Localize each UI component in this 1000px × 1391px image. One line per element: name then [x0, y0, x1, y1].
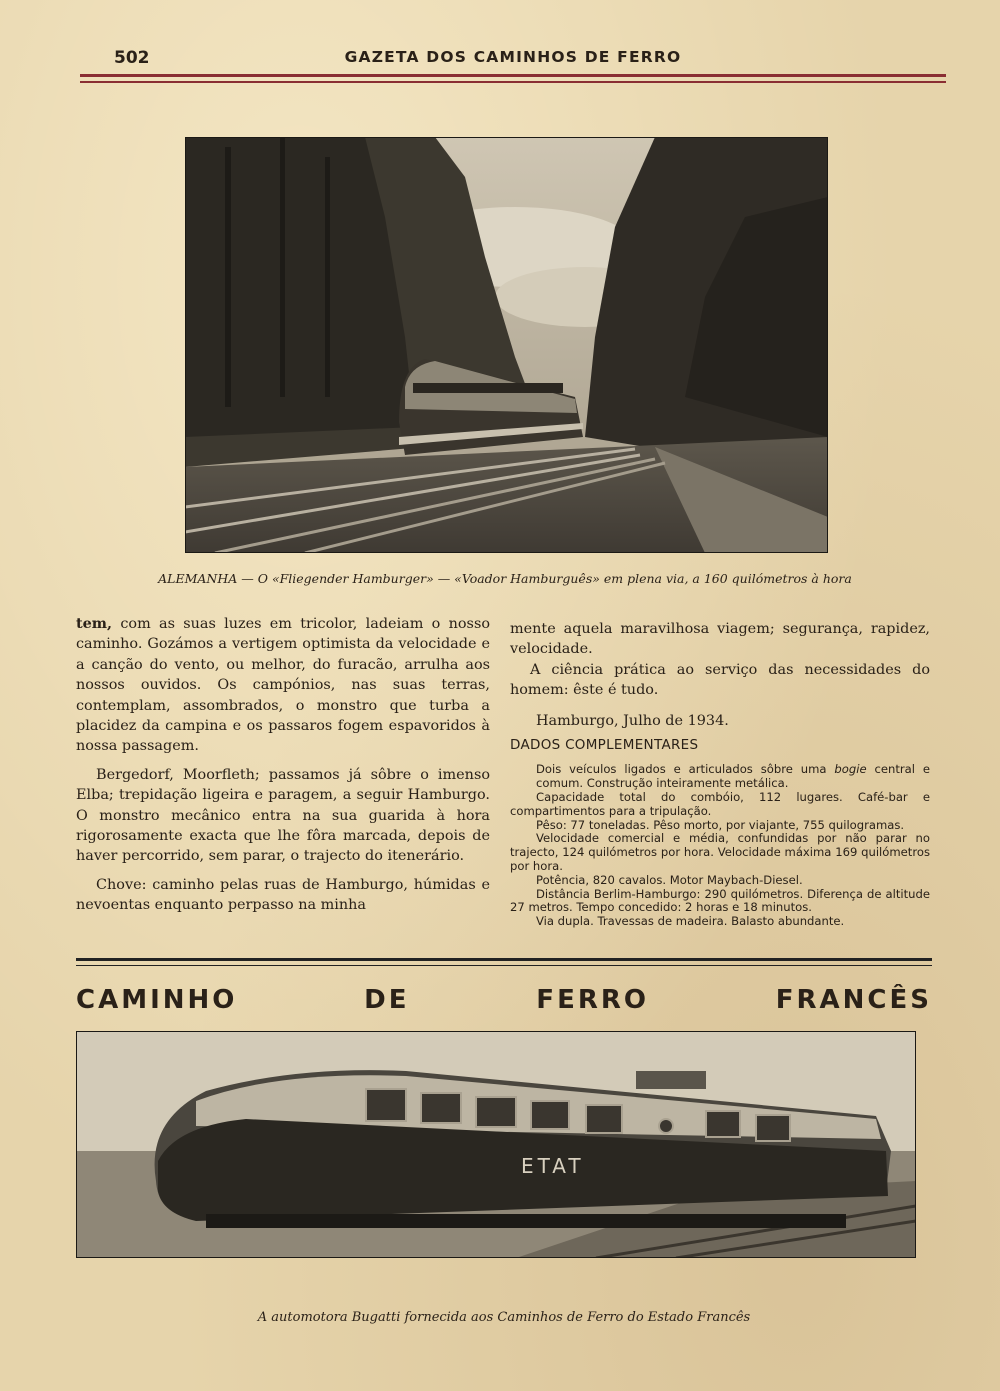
article-paragraph: mente aquela maravilhosa viagem; segurança, rapidez, velocidade. — [510, 621, 930, 658]
photo-fliegender-hamburger — [185, 137, 828, 553]
section-divider-thin — [76, 965, 932, 966]
section-divider — [76, 958, 932, 961]
article-paragraph: tem, com as suas luzes em tricolor, ladeiam o nosso caminho. Gozámos a vertigem optimista da velocidade e a canção do vento, ou melhor, do furacão, arrulha aos nossos ouvidos. Os campónios, nas suas terras, contemplam, assombrados, o monstro que turba a placidez da campina e os passaros fogem espavoridos à nossa passagem. — [76, 615, 490, 755]
header-rule-bottom — [80, 81, 946, 83]
complementary-heading: DADOS COMPLEMENTARES — [510, 737, 699, 754]
figure-caption: ALEMANHA — O «Fliegender Hamburger» — «Voador Hamburguês» em plena via, a 160 quilómetros à hora — [158, 571, 852, 586]
article-paragraph: A ciência prática ao serviço das necessidades do homem: êste é tudo. — [510, 661, 930, 699]
data-item: Via dupla. Travessas de madeira. Balasto abundante. — [536, 914, 845, 929]
data-item: Dois veículos ligados e articulados sôbre uma bogie central e comum. Construção inteiramente metálica. — [536, 762, 931, 791]
figure-caption-bugatti: A automotora Bugatti fornecida aos Caminhos de Ferro do Estado Francês — [257, 1310, 751, 1325]
article-left-column — [76, 614, 490, 916]
data-item: Velocidade comercial e média, confundidas por não parar no trajecto, 124 quilómetros por hora. Velocidade máxima 169 quilómetros por hora. — [510, 831, 930, 874]
data-item: Capacidade total do combóio, 112 lugares. Café-bar e compartimentos para a tripulação. — [510, 790, 930, 818]
lead-word: tem, — [76, 615, 113, 632]
journal-title: GAZETA DOS CAMINHOS DE FERRO — [344, 48, 682, 66]
article-right-column — [510, 619, 930, 929]
photo-bugatti-railcar — [76, 1031, 916, 1258]
train-label: ETAT — [521, 1154, 585, 1178]
article-paragraph: Bergedorf, Moorfleth; passamos já sôbre o imenso Elba; trepidação ligeira e paragem, a seguir Hamburgo. O monstro mecânico entra na sua guarida à hora rigorosamente exacta que lhe fôra marcada, depois de haver percorrido, sem parar, o trajecto do itenerário. — [76, 766, 490, 865]
data-item: Potência, 820 cavalos. Motor Maybach-Diesel. — [536, 872, 803, 887]
page-header — [80, 44, 946, 94]
complementary-data — [510, 763, 930, 929]
header-rule-top — [80, 74, 946, 77]
page-number: 502 — [114, 48, 150, 68]
data-item: Pêso: 77 toneladas. Pêso morto, por viajante, 755 quilogramas. — [536, 817, 905, 832]
signature: Hamburgo, Julho de 1934. — [536, 712, 729, 729]
article-paragraph: Chove: caminho pelas ruas de Hamburgo, húmidas e nevoentas enquanto perpasso na minha — [76, 876, 490, 914]
section-title: CAMINHO DE FERRO FRANCÊS — [76, 985, 932, 1015]
data-item: Distância Berlim-Hamburgo: 290 quilómetros. Diferença de altitude 27 metros. Tempo concedido: 2 horas e 18 minutos. — [510, 886, 930, 915]
